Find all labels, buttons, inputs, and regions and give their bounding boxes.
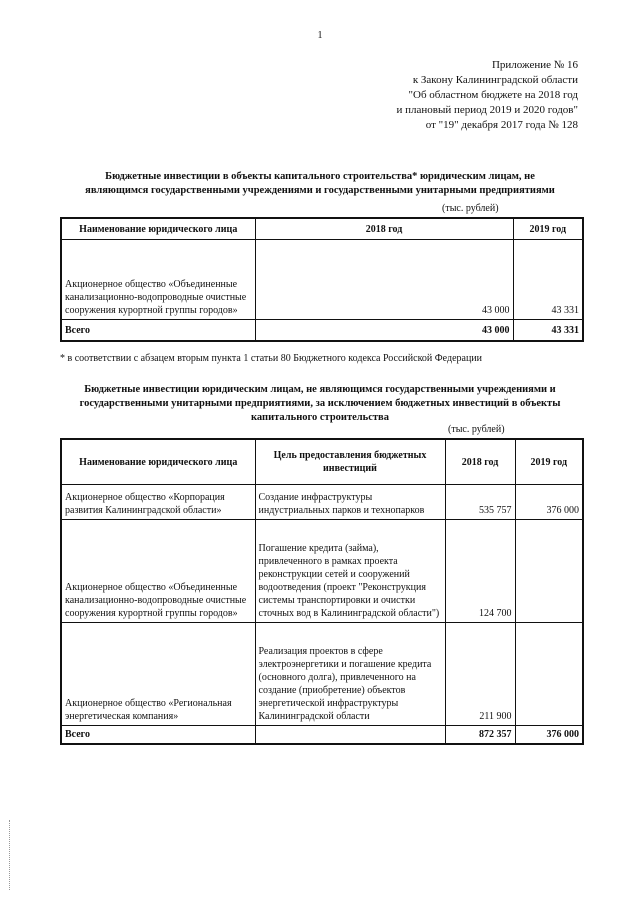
cell-purpose: Погашение кредита (займа), привлеченного в рамках проекта реконструкции сетей и сооружений водоотведения (проект "Реконструкция системы транспортировки и очистки сточных вод в Калининградской области")	[255, 520, 445, 623]
cell-purpose: Реализация проектов в сфере электроэнергетики и погашение кредита (основного долга), привлеченного на создание (приобретение) объектов энергетической инфраструктуры Калининградской области	[255, 623, 445, 726]
header-2019: 2019 год	[513, 218, 583, 240]
footnote: * в соответствии с абзацем вторым пункта 1 статьи 80 Бюджетного кодекса Российской Федерации	[60, 353, 482, 364]
header-2018: 2018 год	[445, 439, 515, 485]
table-row	[61, 485, 583, 520]
total-purpose	[255, 726, 445, 745]
cell-2018: 535 757	[445, 485, 515, 520]
cell-2018: 43 000	[255, 240, 513, 320]
table-row	[61, 240, 583, 320]
total-label: Всего	[61, 320, 255, 342]
page-number: 1	[317, 30, 323, 41]
section1-table	[60, 217, 584, 342]
cell-name: Акционерное общество «Объединенные канализационно-водопроводные очистные сооружения курортной группы городов»	[61, 520, 255, 623]
cell-2018: 124 700	[445, 520, 515, 623]
section1-unit: (тыс. рублей)	[442, 203, 499, 214]
section2-title-line: капитального строительства	[251, 412, 389, 423]
table-total-row	[61, 320, 583, 342]
cell-2019: 43 331	[513, 240, 583, 320]
section2-title	[60, 383, 580, 425]
table-header-row	[61, 218, 583, 240]
table-row	[61, 623, 583, 726]
cell-2019	[515, 520, 583, 623]
total-2018: 43 000	[255, 320, 513, 342]
table-header-row	[61, 439, 583, 485]
cell-2018: 211 900	[445, 623, 515, 726]
cell-2019	[515, 623, 583, 726]
scan-margin-mark	[9, 820, 11, 890]
header-name: Наименование юридического лица	[61, 439, 255, 485]
appendix-header	[396, 58, 578, 133]
section2-title-line: Бюджетные инвестиции юридическим лицам, не являющимся государственными учреждениями и	[84, 384, 556, 395]
table-total-row	[61, 726, 583, 745]
cell-2019: 376 000	[515, 485, 583, 520]
cell-purpose: Создание инфраструктуры индустриальных парков и технопарков	[255, 485, 445, 520]
appendix-line: "Об областном бюджете на 2018 год	[408, 89, 578, 101]
section2-table	[60, 438, 584, 745]
total-label: Всего	[61, 726, 255, 745]
table-row	[61, 520, 583, 623]
cell-name: Акционерное общество «Корпорация развития Калининградской области»	[61, 485, 255, 520]
total-2019: 376 000	[515, 726, 583, 745]
appendix-line: к Закону Калининградской области	[412, 74, 578, 86]
header-name: Наименование юридического лица	[61, 218, 255, 240]
header-2019: 2019 год	[515, 439, 583, 485]
appendix-line: от "19" декабря 2017 года № 128	[425, 119, 578, 131]
header-purpose: Цель предоставления бюджетных инвестиций	[255, 439, 445, 485]
section2-unit: (тыс. рублей)	[448, 424, 505, 435]
section1-title-line: являющимся государственными учреждениями и государственными унитарными предприятиями	[85, 185, 555, 196]
appendix-line: Приложение № 16	[491, 59, 578, 71]
cell-name: Акционерное общество «Объединенные канализационно-водопроводные очистные сооружения курортной группы городов»	[61, 240, 255, 320]
appendix-line: и плановый период 2019 и 2020 годов"	[396, 104, 578, 116]
section2-title-line: государственными унитарными предприятиями, за исключением бюджетных инвестиций в объекты	[79, 398, 561, 409]
header-2018: 2018 год	[255, 218, 513, 240]
total-2018: 872 357	[445, 726, 515, 745]
total-2019: 43 331	[513, 320, 583, 342]
cell-name: Акционерное общество «Региональная энергетическая компания»	[61, 623, 255, 726]
section1-title	[60, 170, 580, 198]
section1-title-line: Бюджетные инвестиции в объекты капитального строительства* юридическим лицам, не	[105, 171, 535, 182]
